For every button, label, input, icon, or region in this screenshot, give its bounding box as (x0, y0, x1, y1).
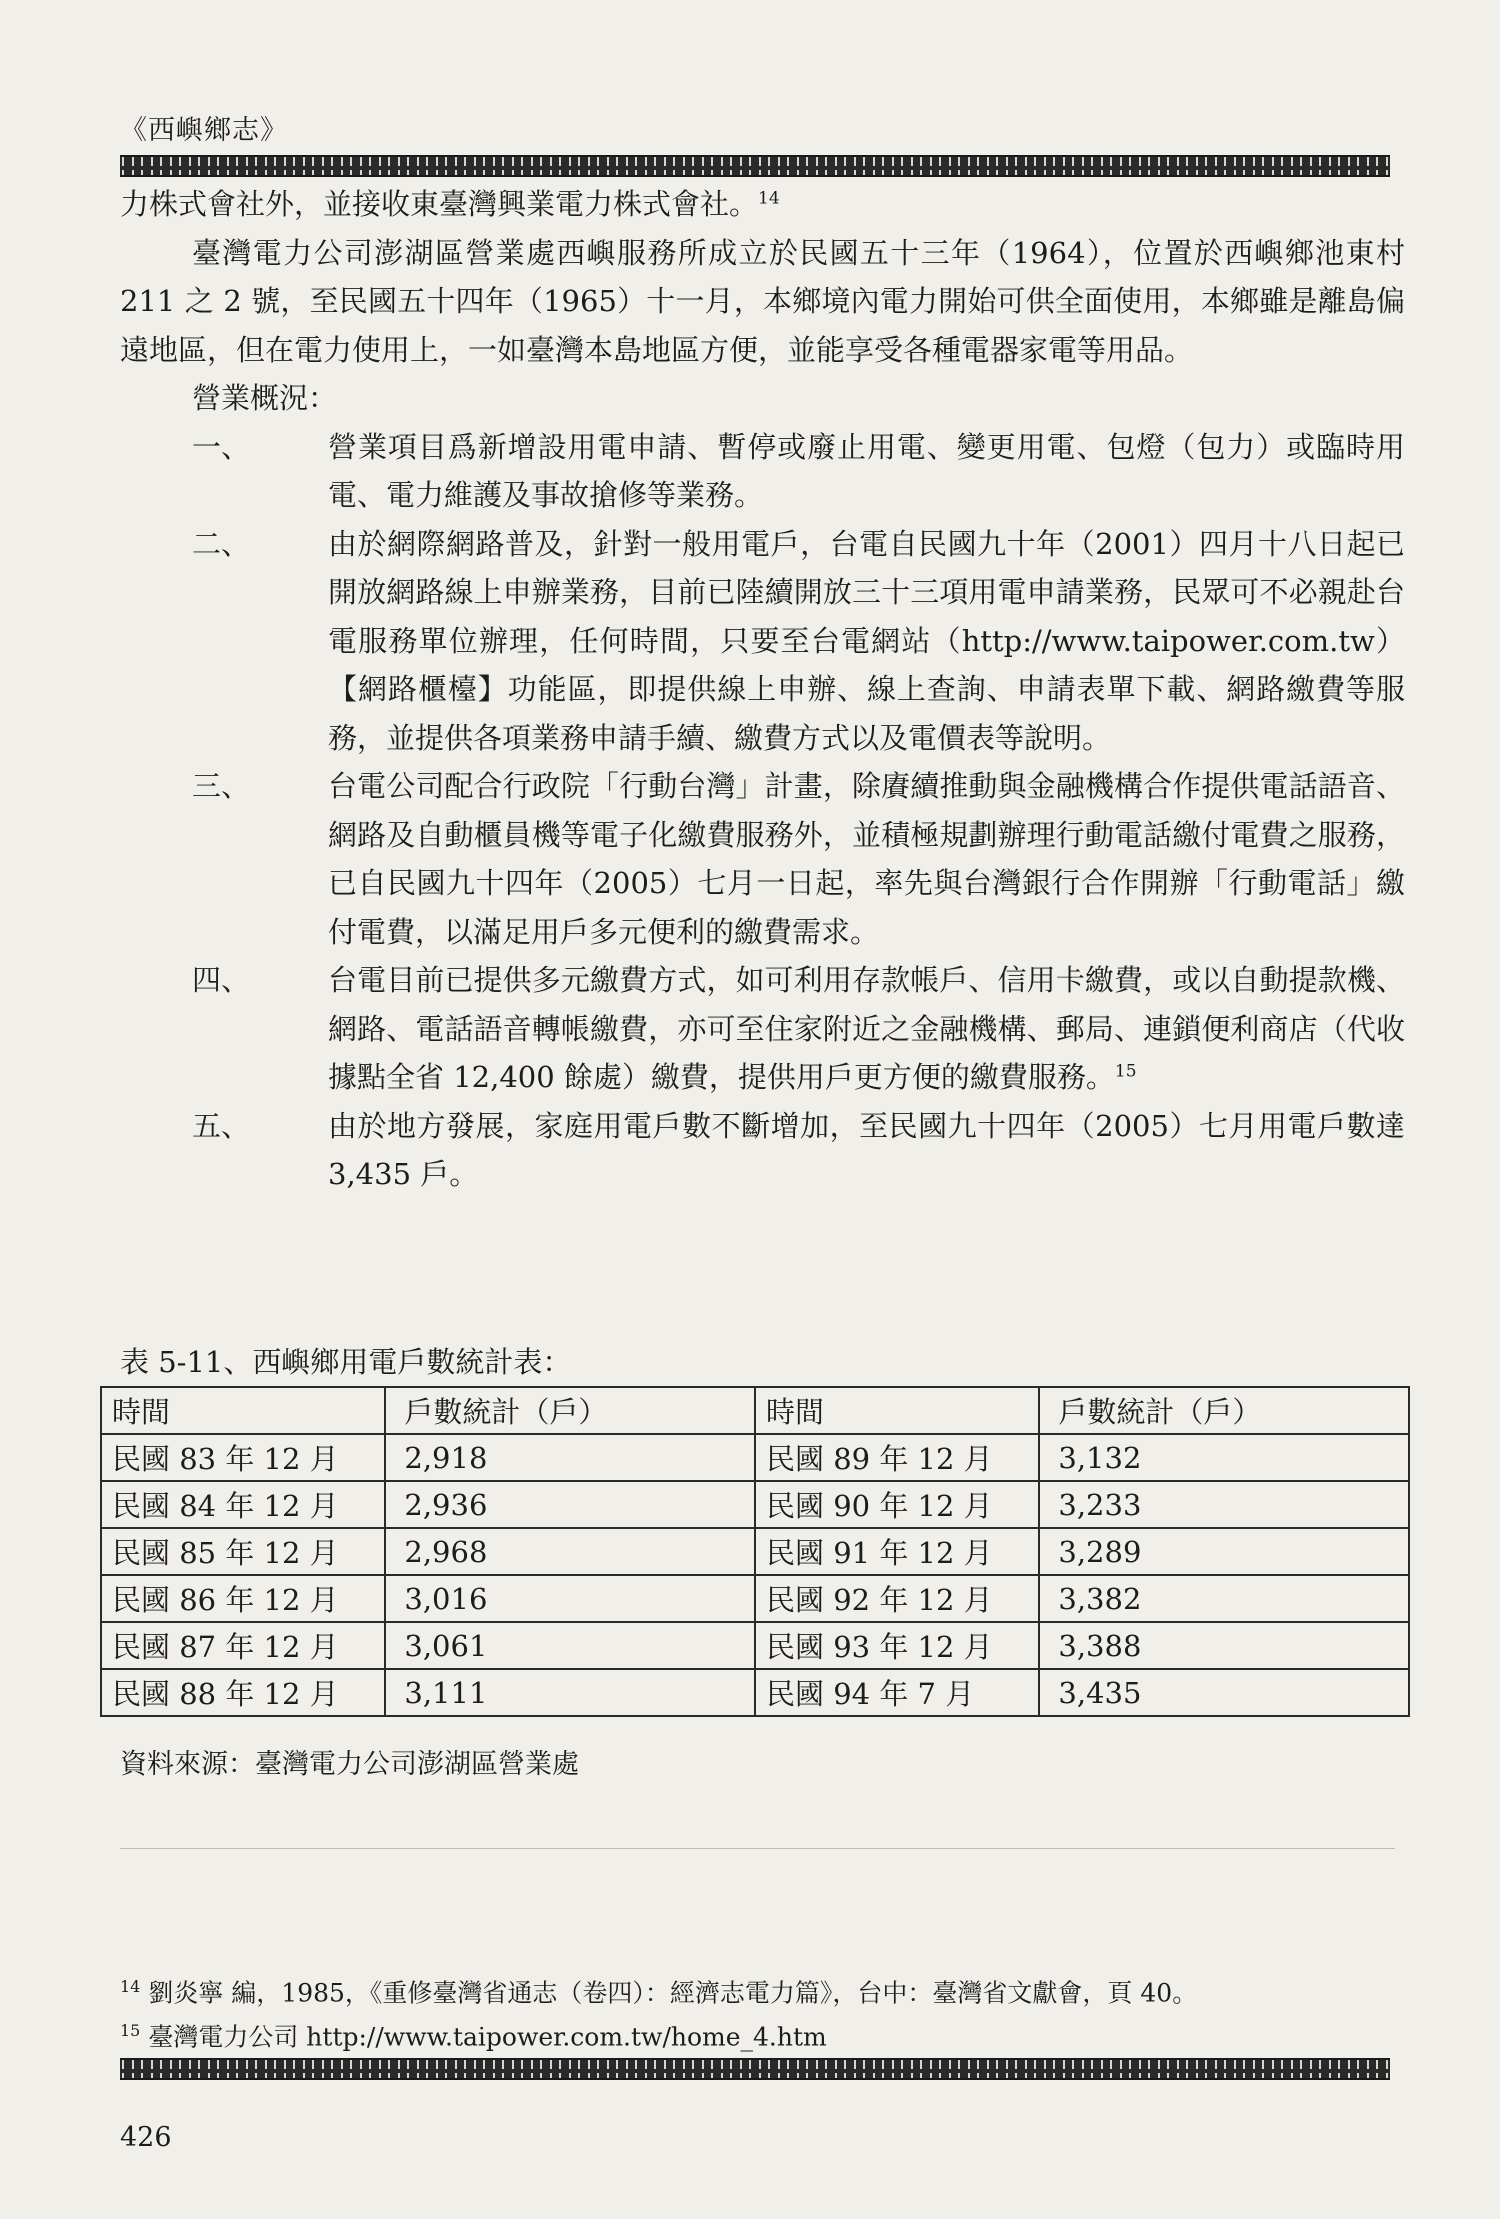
table-cell: 2,968 (385, 1528, 755, 1575)
footnote: $^{14}$ 劉炎寧 編，1985，《重修臺灣省通志（卷四）：經濟志電力篇》，台中：臺灣省文獻會，頁 40。 (120, 1977, 1198, 2008)
table-cell: 2,918 (385, 1434, 755, 1481)
column-header-period: 時間 (101, 1387, 385, 1434)
list-item-number: 四、 (192, 963, 251, 997)
list-item-text: 營業項目爲新增設用電申請、暫停或廢止用電、變更用電、包燈（包力）或臨時用電、電力維護及事故搶修等業務。 (328, 429, 1405, 512)
table-cell: 3,016 (385, 1575, 755, 1622)
list-item (120, 762, 1405, 956)
table-cell: 民國 88 年 12 月 (101, 1669, 385, 1716)
list-item (120, 1102, 1405, 1199)
table-row (101, 1575, 1409, 1622)
footnote: $^{15}$ 臺灣電力公司 http://www.taipower.com.tw/home_4.htm (120, 2021, 827, 2052)
table-header-row (101, 1387, 1409, 1434)
table-cell: 民國 85 年 12 月 (101, 1528, 385, 1575)
table-cell: 3,435 (1039, 1669, 1409, 1716)
household-stats-table (100, 1386, 1410, 1717)
table-cell: 3,061 (385, 1622, 755, 1669)
table-cell: 民國 86 年 12 月 (101, 1575, 385, 1622)
table-source: 資料來源：臺灣電力公司澎湖區營業處 (120, 1749, 579, 1780)
continuation-paragraph (120, 180, 1405, 229)
list-item-text: 由於地方發展，家庭用電戶數不斷增加，至民國九十四年（2005）七月用電戶數達 3,435 戶。 (328, 1108, 1405, 1191)
footnote-ref: 15 (1114, 1061, 1137, 1082)
table-cell: 3,388 (1039, 1622, 1409, 1669)
table-cell: 2,936 (385, 1481, 755, 1528)
column-header-count: 戶數統計（戶） (1039, 1387, 1409, 1434)
table-caption: 表 5-11、西嶼鄉用電戶數統計表： (120, 1345, 572, 1379)
table-row (101, 1434, 1409, 1481)
running-header-title: 《西嶼鄉志》 (120, 115, 288, 146)
table-row (101, 1528, 1409, 1575)
column-header-count: 戶數統計（戶） (385, 1387, 755, 1434)
page-number: 426 (120, 2122, 172, 2153)
decorative-header-band (120, 155, 1390, 177)
decorative-footer-band (120, 2058, 1390, 2080)
table-cell: 民國 89 年 12 月 (755, 1434, 1039, 1481)
list-item-number: 三、 (192, 769, 251, 803)
table-cell: 3,111 (385, 1669, 755, 1716)
table-cell: 3,132 (1039, 1434, 1409, 1481)
table-cell: 民國 84 年 12 月 (101, 1481, 385, 1528)
table-row (101, 1481, 1409, 1528)
table-cell: 民國 90 年 12 月 (755, 1481, 1039, 1528)
table-cell: 民國 92 年 12 月 (755, 1575, 1039, 1622)
table-cell: 民國 87 年 12 月 (101, 1622, 385, 1669)
list-item (120, 520, 1405, 763)
footnote-ref: 14 (758, 188, 780, 209)
list-item-text: 台電公司配合行政院「行動台灣」計畫，除賡續推動與金融機構合作提供電話語音、網路及自動櫃員機等電子化繳費服務外，並積極規劃辦理行動電話繳付電費之服務，已自民國九十四年（2005）七月一日起，率先與台灣銀行合作開辦「行動電話」繳付電費，以滿足用戶多元便利的繳費需求。 (328, 769, 1405, 949)
table-cell: 3,382 (1039, 1575, 1409, 1622)
list-item (120, 423, 1405, 520)
intro-paragraph: 臺灣電力公司澎湖區營業處西嶼服務所成立於民國五十三年（1964），位置於西嶼鄉池東村 211 之 2 號，至民國五十四年（1965）十一月，本鄉境內電力開始可供全面使用，本鄉雖是離島偏遠地區，但在電力使用上，一如臺灣本島地區方便，並能享受各種電器家電等用品。 (120, 235, 1405, 367)
table-cell: 民國 91 年 12 月 (755, 1528, 1039, 1575)
table-row (101, 1669, 1409, 1716)
continuation-text: 力株式會社外，並接收東臺灣興業電力株式會社。 (120, 187, 759, 221)
overview-label: 營業概況： (192, 381, 338, 415)
footnote-divider (120, 1848, 1395, 1849)
list-item-number: 二、 (192, 526, 251, 561)
column-header-period: 時間 (755, 1387, 1039, 1434)
footnotes (120, 1968, 1197, 2057)
table-cell: 民國 83 年 12 月 (101, 1434, 385, 1481)
table-row (101, 1622, 1409, 1669)
list-item-number: 一、 (192, 429, 251, 464)
list-item-text: 由於網際網路普及，針對一般用電戶，台電自民國九十年（2001）四月十八日起已開放網路線上申辦業務，目前已陸續開放三十三項用電申請業務，民眾可不必親赴台電服務單位辦理，任何時間，只要至台電網站（http://www.taipower.com.tw）【網路櫃檯】功能區，即提供線上申辦、線上查詢、申請表單下載、網路繳費等服務，並提供各項業務申請手續、繳費方式以及電價表等說明。 (328, 526, 1405, 755)
table-cell: 3,233 (1039, 1481, 1409, 1528)
table-cell: 3,289 (1039, 1528, 1409, 1575)
list-item (120, 956, 1405, 1102)
list-item-number: 五、 (192, 1108, 251, 1143)
body-text (120, 180, 1405, 1199)
list-item-text: 台電目前已提供多元繳費方式，如可利用存款帳戶、信用卡繳費，或以自動提款機、網路、電話語音轉帳繳費，亦可至住家附近之金融機構、郵局、連鎖便利商店（代收據點全省 12,400 餘處）繳費，提供用戶更方便的繳費服務。$^{15}$ (328, 963, 1405, 1094)
overview-list (120, 423, 1405, 1199)
table-cell: 民國 93 年 12 月 (755, 1622, 1039, 1669)
table-cell: 民國 94 年 7 月 (755, 1669, 1039, 1716)
